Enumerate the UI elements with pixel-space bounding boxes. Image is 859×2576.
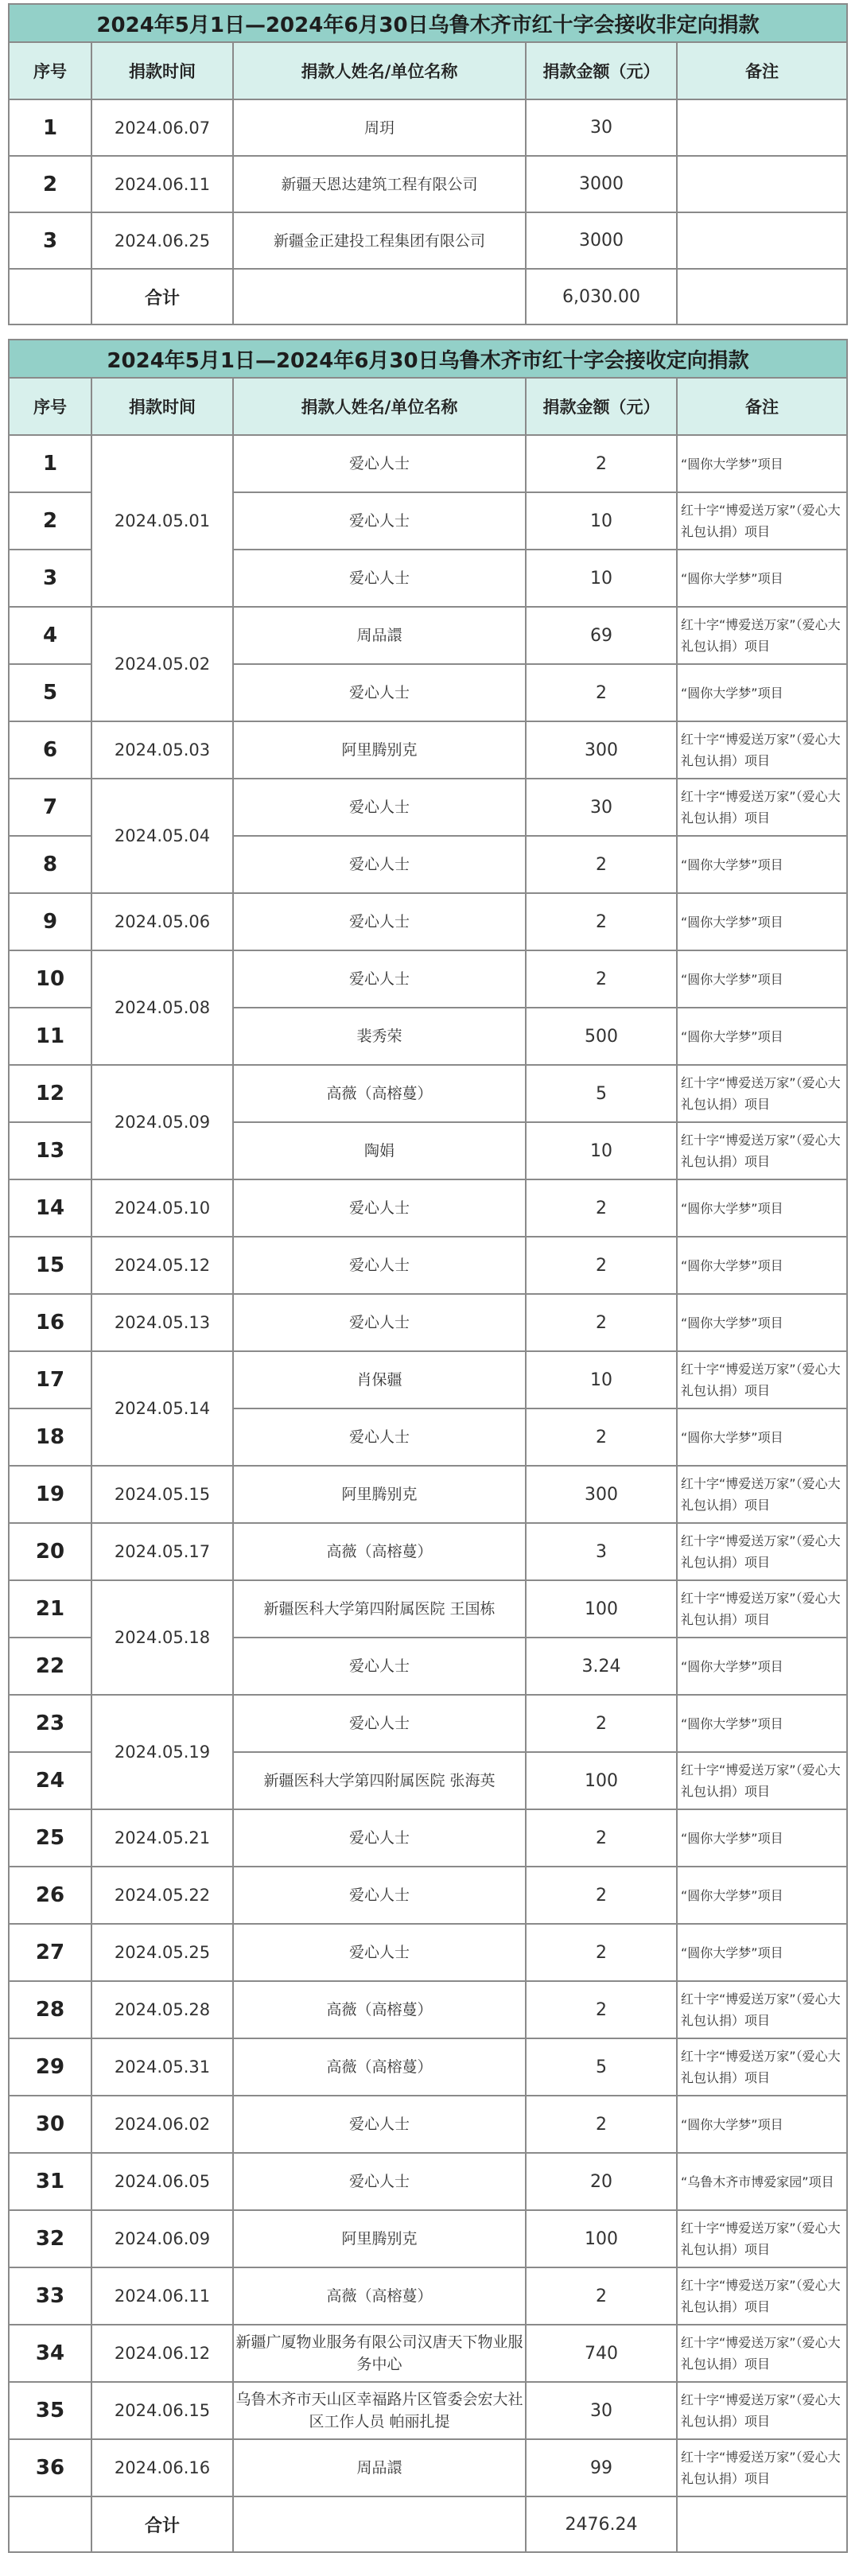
row-date: 2024.06.11 bbox=[91, 2267, 233, 2325]
row-donor-name: 爱心人士 bbox=[233, 435, 526, 492]
table-row bbox=[9, 2382, 847, 2439]
row-date: 2024.05.09 bbox=[91, 1065, 233, 1179]
header-index: 序号 bbox=[9, 378, 91, 435]
row-note: “圆你大学梦”项目 bbox=[677, 1867, 847, 1924]
table-row bbox=[9, 1294, 847, 1351]
row-donor-name: 爱心人士 bbox=[233, 1408, 526, 1466]
row-note: 红十字“博爱送万家”（爱心大礼包认捐）项目 bbox=[677, 1580, 847, 1638]
row-amount: 3000 bbox=[526, 156, 677, 212]
header-donor: 捐款人姓名/单位名称 bbox=[233, 42, 526, 99]
row-index: 15 bbox=[9, 1237, 91, 1294]
row-note: “圆你大学梦”项目 bbox=[677, 836, 847, 893]
row-amount: 2 bbox=[526, 893, 677, 950]
table-header-row bbox=[9, 378, 847, 435]
row-index: 19 bbox=[9, 1466, 91, 1523]
row-date: 2024.05.22 bbox=[91, 1867, 233, 1924]
table-row bbox=[9, 1580, 847, 1638]
row-date: 2024.05.04 bbox=[91, 779, 233, 893]
row-date: 2024.06.09 bbox=[91, 2210, 233, 2267]
table-row bbox=[9, 1809, 847, 1867]
row-date: 2024.05.19 bbox=[91, 1695, 233, 1809]
row-donor-name: 肖保疆 bbox=[233, 1351, 526, 1408]
row-donor-name: 爱心人士 bbox=[233, 2096, 526, 2153]
row-donor-name: 爱心人士 bbox=[233, 1809, 526, 1867]
row-donor-name: 陶娟 bbox=[233, 1122, 526, 1179]
row-note bbox=[677, 156, 847, 212]
header-date: 捐款时间 bbox=[91, 378, 233, 435]
table-row bbox=[9, 1924, 847, 1981]
row-donor-name: 高薇（高榕蔓） bbox=[233, 1065, 526, 1122]
total-blank-cell bbox=[9, 2496, 91, 2552]
row-amount: 5 bbox=[526, 1065, 677, 1122]
table-row bbox=[9, 1695, 847, 1752]
row-donor-name: 爱心人士 bbox=[233, 1924, 526, 1981]
row-index: 9 bbox=[9, 893, 91, 950]
row-amount: 2 bbox=[526, 1695, 677, 1752]
row-donor-name: 周品譞 bbox=[233, 607, 526, 664]
total-blank-cell bbox=[677, 269, 847, 324]
row-amount: 10 bbox=[526, 1122, 677, 1179]
row-donor-name: 新疆天恩达建筑工程有限公司 bbox=[233, 156, 526, 212]
row-date: 2024.06.15 bbox=[91, 2382, 233, 2439]
row-note: “圆你大学梦”项目 bbox=[677, 1924, 847, 1981]
row-note bbox=[677, 212, 847, 269]
row-note: 红十字“博爱送万家”（爱心大礼包认捐）项目 bbox=[677, 1351, 847, 1408]
total-blank-cell bbox=[233, 2496, 526, 2552]
row-date: 2024.05.18 bbox=[91, 1580, 233, 1695]
row-donor-name: 裴秀荣 bbox=[233, 1008, 526, 1065]
table-row bbox=[9, 1237, 847, 1294]
row-date: 2024.05.02 bbox=[91, 607, 233, 721]
row-amount: 2 bbox=[526, 1981, 677, 2038]
row-date: 2024.05.28 bbox=[91, 1981, 233, 2038]
row-index: 26 bbox=[9, 1867, 91, 1924]
table-title-row bbox=[9, 340, 847, 378]
row-donor-name: 爱心人士 bbox=[233, 836, 526, 893]
table-row bbox=[9, 2153, 847, 2210]
row-index: 5 bbox=[9, 664, 91, 721]
row-amount: 10 bbox=[526, 1351, 677, 1408]
row-note: 红十字“博爱送万家”（爱心大礼包认捐）项目 bbox=[677, 2267, 847, 2325]
row-donor-name: 爱心人士 bbox=[233, 1294, 526, 1351]
row-note: “圆你大学梦”项目 bbox=[677, 1237, 847, 1294]
row-note: “圆你大学梦”项目 bbox=[677, 1695, 847, 1752]
row-amount: 2 bbox=[526, 1809, 677, 1867]
row-amount: 2 bbox=[526, 435, 677, 492]
row-note: 红十字“博爱送万家”（爱心大礼包认捐）项目 bbox=[677, 779, 847, 836]
row-note: 红十字“博爱送万家”（爱心大礼包认捐）项目 bbox=[677, 2439, 847, 2496]
row-amount: 100 bbox=[526, 2210, 677, 2267]
row-amount: 300 bbox=[526, 721, 677, 779]
row-donor-name: 阿里腾别克 bbox=[233, 2210, 526, 2267]
row-donor-name: 爱心人士 bbox=[233, 779, 526, 836]
row-index: 2 bbox=[9, 492, 91, 550]
row-index: 34 bbox=[9, 2325, 91, 2382]
table-row bbox=[9, 212, 847, 269]
row-note: “圆你大学梦”项目 bbox=[677, 1408, 847, 1466]
row-date: 2024.05.17 bbox=[91, 1523, 233, 1580]
header-amount: 捐款金额（元） bbox=[526, 378, 677, 435]
total-blank-cell bbox=[677, 2496, 847, 2552]
row-amount: 2 bbox=[526, 950, 677, 1008]
row-date: 2024.06.16 bbox=[91, 2439, 233, 2496]
non-directed-donations-section bbox=[8, 3, 846, 325]
row-index: 3 bbox=[9, 550, 91, 607]
row-date: 2024.05.08 bbox=[91, 950, 233, 1065]
row-index: 23 bbox=[9, 1695, 91, 1752]
row-note: 红十字“博爱送万家”（爱心大礼包认捐）项目 bbox=[677, 1981, 847, 2038]
row-note: 红十字“博爱送万家”（爱心大礼包认捐）项目 bbox=[677, 1752, 847, 1809]
row-note: “圆你大学梦”项目 bbox=[677, 893, 847, 950]
row-index: 7 bbox=[9, 779, 91, 836]
row-index: 2 bbox=[9, 156, 91, 212]
row-donor-name: 爱心人士 bbox=[233, 1695, 526, 1752]
table-row bbox=[9, 2038, 847, 2096]
row-note: “圆你大学梦”项目 bbox=[677, 2096, 847, 2153]
row-date: 2024.06.05 bbox=[91, 2153, 233, 2210]
row-index: 25 bbox=[9, 1809, 91, 1867]
table-row bbox=[9, 2267, 847, 2325]
row-donor-name: 阿里腾别克 bbox=[233, 721, 526, 779]
row-index: 21 bbox=[9, 1580, 91, 1638]
row-amount: 2 bbox=[526, 1179, 677, 1237]
row-note: “圆你大学梦”项目 bbox=[677, 664, 847, 721]
table-row bbox=[9, 2439, 847, 2496]
row-amount: 740 bbox=[526, 2325, 677, 2382]
row-donor-name: 爱心人士 bbox=[233, 492, 526, 550]
row-donor-name: 阿里腾别克 bbox=[233, 1466, 526, 1523]
row-date: 2024.05.03 bbox=[91, 721, 233, 779]
row-donor-name: 周品譞 bbox=[233, 2439, 526, 2496]
row-index: 17 bbox=[9, 1351, 91, 1408]
header-donor: 捐款人姓名/单位名称 bbox=[233, 378, 526, 435]
row-index: 35 bbox=[9, 2382, 91, 2439]
row-index: 22 bbox=[9, 1638, 91, 1695]
row-index: 24 bbox=[9, 1752, 91, 1809]
row-index: 3 bbox=[9, 212, 91, 269]
row-index: 33 bbox=[9, 2267, 91, 2325]
directed-donations-table bbox=[8, 339, 848, 2553]
row-note: “圆你大学梦”项目 bbox=[677, 435, 847, 492]
row-donor-name: 高薇（高榕蔓） bbox=[233, 2267, 526, 2325]
row-index: 16 bbox=[9, 1294, 91, 1351]
row-date: 2024.05.12 bbox=[91, 1237, 233, 1294]
non-directed-donations-table bbox=[8, 3, 848, 325]
row-donor-name: 周玥 bbox=[233, 99, 526, 156]
row-amount: 10 bbox=[526, 492, 677, 550]
table-title-row bbox=[9, 4, 847, 42]
row-index: 1 bbox=[9, 435, 91, 492]
row-date: 2024.06.12 bbox=[91, 2325, 233, 2382]
row-donor-name: 爱心人士 bbox=[233, 893, 526, 950]
table-row bbox=[9, 779, 847, 836]
row-donor-name: 爱心人士 bbox=[233, 664, 526, 721]
row-amount: 2 bbox=[526, 2096, 677, 2153]
row-donor-name: 高薇（高榕蔓） bbox=[233, 2038, 526, 2096]
table-row bbox=[9, 1466, 847, 1523]
row-note: “圆你大学梦”项目 bbox=[677, 1809, 847, 1867]
total-label: 合计 bbox=[91, 269, 233, 324]
row-note: “圆你大学梦”项目 bbox=[677, 1008, 847, 1065]
row-note: “圆你大学梦”项目 bbox=[677, 1294, 847, 1351]
row-amount: 3.24 bbox=[526, 1638, 677, 1695]
total-blank-cell bbox=[233, 269, 526, 324]
row-date: 2024.05.25 bbox=[91, 1924, 233, 1981]
row-amount: 30 bbox=[526, 99, 677, 156]
row-amount: 500 bbox=[526, 1008, 677, 1065]
row-date: 2024.05.06 bbox=[91, 893, 233, 950]
row-amount: 100 bbox=[526, 1580, 677, 1638]
row-note: “圆你大学梦”项目 bbox=[677, 1638, 847, 1695]
row-note: 红十字“博爱送万家”（爱心大礼包认捐）项目 bbox=[677, 492, 847, 550]
table-row bbox=[9, 893, 847, 950]
row-index: 27 bbox=[9, 1924, 91, 1981]
row-donor-name: 新疆医科大学第四附属医院 张海英 bbox=[233, 1752, 526, 1809]
total-amount: 2476.24 bbox=[526, 2496, 677, 2552]
row-index: 13 bbox=[9, 1122, 91, 1179]
row-index: 8 bbox=[9, 836, 91, 893]
row-date: 2024.05.31 bbox=[91, 2038, 233, 2096]
table-row bbox=[9, 2325, 847, 2382]
row-index: 12 bbox=[9, 1065, 91, 1122]
row-amount: 2 bbox=[526, 1867, 677, 1924]
row-index: 28 bbox=[9, 1981, 91, 2038]
header-amount: 捐款金额（元） bbox=[526, 42, 677, 99]
row-date: 2024.05.21 bbox=[91, 1809, 233, 1867]
row-date: 2024.06.07 bbox=[91, 99, 233, 156]
row-date: 2024.06.25 bbox=[91, 212, 233, 269]
header-index: 序号 bbox=[9, 42, 91, 99]
row-note bbox=[677, 99, 847, 156]
row-note: 红十字“博爱送万家”（爱心大礼包认捐）项目 bbox=[677, 1122, 847, 1179]
table-row bbox=[9, 99, 847, 156]
row-date: 2024.05.13 bbox=[91, 1294, 233, 1351]
total-label: 合计 bbox=[91, 2496, 233, 2552]
row-index: 30 bbox=[9, 2096, 91, 2153]
row-amount: 5 bbox=[526, 2038, 677, 2096]
row-index: 36 bbox=[9, 2439, 91, 2496]
row-note: “圆你大学梦”项目 bbox=[677, 950, 847, 1008]
row-amount: 2 bbox=[526, 1924, 677, 1981]
row-index: 10 bbox=[9, 950, 91, 1008]
table2-total-row bbox=[9, 2496, 847, 2552]
row-note: “圆你大学梦”项目 bbox=[677, 1179, 847, 1237]
row-donor-name: 爱心人士 bbox=[233, 950, 526, 1008]
total-blank-cell bbox=[9, 269, 91, 324]
row-donor-name: 新疆医科大学第四附属医院 王国栋 bbox=[233, 1580, 526, 1638]
table-row bbox=[9, 950, 847, 1008]
row-donor-name: 爱心人士 bbox=[233, 1179, 526, 1237]
row-donor-name: 高薇（高榕蔓） bbox=[233, 1523, 526, 1580]
row-amount: 300 bbox=[526, 1466, 677, 1523]
row-amount: 2 bbox=[526, 1237, 677, 1294]
row-amount: 69 bbox=[526, 607, 677, 664]
row-donor-name: 新疆金正建投工程集团有限公司 bbox=[233, 212, 526, 269]
row-donor-name: 高薇（高榕蔓） bbox=[233, 1981, 526, 2038]
row-amount: 20 bbox=[526, 2153, 677, 2210]
table-row bbox=[9, 2210, 847, 2267]
row-index: 4 bbox=[9, 607, 91, 664]
row-note: 红十字“博爱送万家”（爱心大礼包认捐）项目 bbox=[677, 2382, 847, 2439]
row-note: 红十字“博爱送万家”（爱心大礼包认捐）项目 bbox=[677, 1065, 847, 1122]
row-amount: 2 bbox=[526, 1294, 677, 1351]
row-donor-name: 爱心人士 bbox=[233, 1867, 526, 1924]
row-note: 红十字“博爱送万家”（爱心大礼包认捐）项目 bbox=[677, 1466, 847, 1523]
row-donor-name: 爱心人士 bbox=[233, 550, 526, 607]
row-amount: 3 bbox=[526, 1523, 677, 1580]
row-amount: 2 bbox=[526, 1408, 677, 1466]
table-row bbox=[9, 1523, 847, 1580]
row-note: 红十字“博爱送万家”（爱心大礼包认捐）项目 bbox=[677, 2210, 847, 2267]
table1-total-row bbox=[9, 269, 847, 324]
table1-title: 2024年5月1日—2024年6月30日乌鲁木齐市红十字会接收非定向捐款 bbox=[9, 4, 847, 42]
row-index: 29 bbox=[9, 2038, 91, 2096]
row-donor-name: 爱心人士 bbox=[233, 2153, 526, 2210]
directed-donations-section bbox=[8, 339, 846, 2553]
row-note: “乌鲁木齐市博爱家园”项目 bbox=[677, 2153, 847, 2210]
table-row bbox=[9, 2096, 847, 2153]
row-amount: 2 bbox=[526, 836, 677, 893]
row-note: 红十字“博爱送万家”（爱心大礼包认捐）项目 bbox=[677, 607, 847, 664]
table-row bbox=[9, 1179, 847, 1237]
row-index: 18 bbox=[9, 1408, 91, 1466]
row-amount: 2 bbox=[526, 2267, 677, 2325]
table-row bbox=[9, 721, 847, 779]
row-note: 红十字“博爱送万家”（爱心大礼包认捐）项目 bbox=[677, 1523, 847, 1580]
row-index: 1 bbox=[9, 99, 91, 156]
row-date: 2024.05.15 bbox=[91, 1466, 233, 1523]
row-index: 14 bbox=[9, 1179, 91, 1237]
row-date: 2024.05.10 bbox=[91, 1179, 233, 1237]
row-date: 2024.06.02 bbox=[91, 2096, 233, 2153]
row-index: 11 bbox=[9, 1008, 91, 1065]
row-amount: 30 bbox=[526, 779, 677, 836]
table-row bbox=[9, 1351, 847, 1408]
row-donor-name: 爱心人士 bbox=[233, 1237, 526, 1294]
header-note: 备注 bbox=[677, 378, 847, 435]
table-row bbox=[9, 156, 847, 212]
row-note: 红十字“博爱送万家”（爱心大礼包认捐）项目 bbox=[677, 721, 847, 779]
row-note: 红十字“博爱送万家”（爱心大礼包认捐）项目 bbox=[677, 2325, 847, 2382]
table-row bbox=[9, 1867, 847, 1924]
row-amount: 10 bbox=[526, 550, 677, 607]
row-amount: 100 bbox=[526, 1752, 677, 1809]
table-row bbox=[9, 607, 847, 664]
row-amount: 99 bbox=[526, 2439, 677, 2496]
table-row bbox=[9, 435, 847, 492]
table-row bbox=[9, 1065, 847, 1122]
row-amount: 30 bbox=[526, 2382, 677, 2439]
row-donor-name: 乌鲁木齐市天山区幸福路片区管委会宏大社区工作人员 帕丽扎提 bbox=[233, 2382, 526, 2439]
header-date: 捐款时间 bbox=[91, 42, 233, 99]
table2-title: 2024年5月1日—2024年6月30日乌鲁木齐市红十字会接收定向捐款 bbox=[9, 340, 847, 378]
row-date: 2024.06.11 bbox=[91, 156, 233, 212]
total-amount: 6,030.00 bbox=[526, 269, 677, 324]
table-header-row bbox=[9, 42, 847, 99]
row-amount: 2 bbox=[526, 664, 677, 721]
row-amount: 3000 bbox=[526, 212, 677, 269]
row-donor-name: 新疆广厦物业服务有限公司汉唐天下物业服务中心 bbox=[233, 2325, 526, 2382]
row-note: “圆你大学梦”项目 bbox=[677, 550, 847, 607]
row-donor-name: 爱心人士 bbox=[233, 1638, 526, 1695]
row-date: 2024.05.01 bbox=[91, 435, 233, 607]
row-date: 2024.05.14 bbox=[91, 1351, 233, 1466]
row-index: 6 bbox=[9, 721, 91, 779]
table-row bbox=[9, 1981, 847, 2038]
row-index: 31 bbox=[9, 2153, 91, 2210]
row-note: 红十字“博爱送万家”（爱心大礼包认捐）项目 bbox=[677, 2038, 847, 2096]
row-index: 20 bbox=[9, 1523, 91, 1580]
row-index: 32 bbox=[9, 2210, 91, 2267]
header-note: 备注 bbox=[677, 42, 847, 99]
